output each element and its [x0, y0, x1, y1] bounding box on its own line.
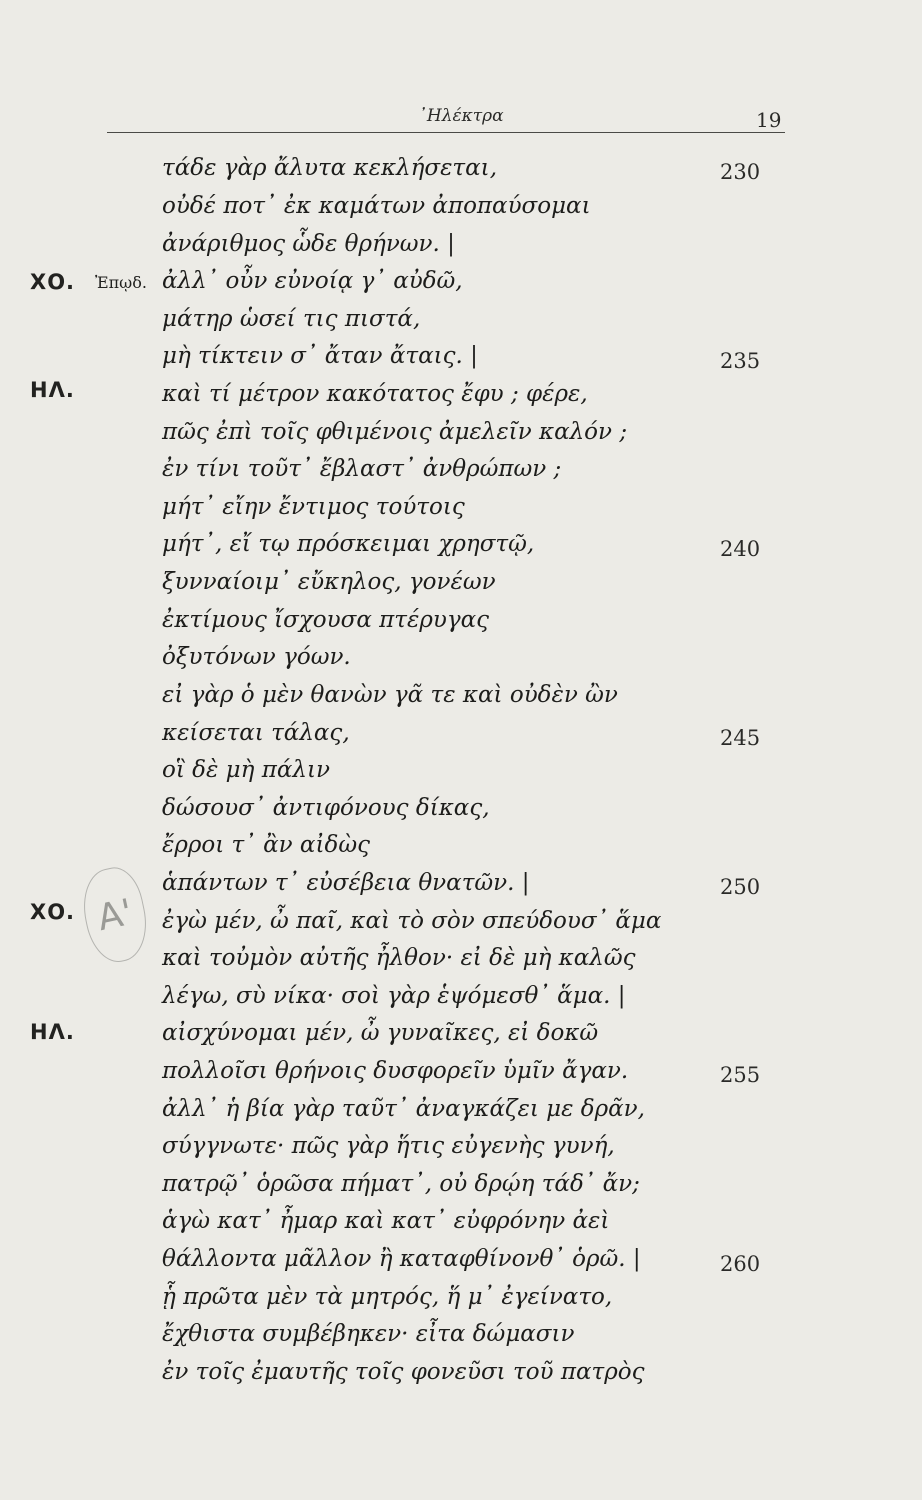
running-title: ᾿Ηλέκτρα: [418, 106, 504, 126]
verse-line: μήτ᾽, εἴ τῳ πρόσκειμαι χρηστῷ,: [162, 531, 535, 557]
verse-line: οἳ δὲ μὴ πάλιν: [162, 757, 330, 783]
line-number: 255: [720, 1063, 761, 1087]
verse-line: μὴ τίκτειν σ᾽ ἄταν ἄταις. |: [162, 343, 478, 369]
verse-line: ἔχθιστα συμβέβηκεν· εἶτα δώμασιν: [162, 1321, 575, 1347]
line-number: 250: [720, 875, 761, 899]
verse-line: ἐκτίμους ἴσχουσα πτέρυγας: [162, 607, 490, 633]
speaker-label: ΧΟ.: [30, 900, 76, 924]
verse-line: εἰ γὰρ ὁ μὲν θανὼν γᾶ τε καὶ οὐδὲν ὢν: [162, 682, 618, 708]
speaker-label: ΧΟ.: [30, 270, 76, 294]
verse-line: ἔρροι τ᾽ ἂν αἰδὼς: [162, 832, 370, 858]
verse-line: ξυνναίοιμ᾽ εὔκηλος, γονέων: [162, 569, 496, 595]
line-number: 230: [720, 160, 761, 184]
verse-line: θάλλοντα μᾶλλον ἢ καταφθίνονθ᾽ ὁρῶ. |: [162, 1246, 641, 1272]
verse-line: τάδε γὰρ ἄλυτα κεκλήσεται,: [162, 155, 498, 181]
verse-line: οὐδέ ποτ᾽ ἐκ καμάτων ἀποπαύσομαι: [162, 193, 591, 219]
verse-line: λέγω, σὺ νίκα· σοὶ γὰρ ἑψόμεσθ᾽ ἅμα. |: [162, 983, 626, 1009]
section-mark: Ἐπῳδ.: [95, 273, 147, 292]
line-number: 240: [720, 537, 761, 561]
verse-line: πῶς ἐπὶ τοῖς φθιμένοις ἀμελεῖν καλόν ;: [162, 419, 628, 445]
verse-line: ἐν τοῖς ἐμαυτῆς τοῖς φονεῦσι τοῦ πατρὸς: [162, 1359, 645, 1385]
verse-line: δώσουσ᾽ ἀντιφόνους δίκας,: [162, 795, 490, 821]
verse-line: καὶ τί μέτρον κακότατος ἔφυ ; φέρε,: [162, 381, 588, 407]
verse-line: ἁγὼ κατ᾽ ἦμαρ καὶ κατ᾽ εὐφρόνην ἀεὶ: [162, 1208, 610, 1234]
speaker-label: ΗΛ.: [30, 378, 75, 402]
speaker-label: ΗΛ.: [30, 1020, 75, 1044]
line-number: 235: [720, 349, 761, 373]
verse-line: πατρῷ᾽ ὁρῶσα πήματ᾽, οὐ δρῴη τάδ᾽ ἄν;: [162, 1171, 640, 1197]
verse-line: πολλοῖσι θρήνοις δυσφορεῖν ὑμῖν ἄγαν.: [162, 1058, 629, 1084]
verse-line: ἁπάντων τ᾽ εὐσέβεια θνατῶν. |: [162, 870, 530, 896]
page-number: 19: [756, 108, 782, 132]
verse-line: μάτηρ ὡσεί τις πιστά,: [162, 306, 421, 332]
line-number: 260: [720, 1252, 761, 1276]
pencil-annotation: A': [76, 863, 154, 967]
line-number: 245: [720, 726, 761, 750]
verse-line: κείσεται τάλας,: [162, 720, 350, 746]
verse-line: καὶ τοὐμὸν αὐτῆς ἦλθον· εἰ δὲ μὴ καλῶς: [162, 945, 636, 971]
verse-line: ὀξυτόνων γόων.: [162, 644, 351, 670]
verse-line: ᾗ πρῶτα μὲν τὰ μητρός, ἥ μ᾽ ἐγείνατο,: [162, 1284, 613, 1310]
verse-line: ἐγὼ μέν, ὦ παῖ, καὶ τὸ σὸν σπεύδουσ᾽ ἅμα: [162, 908, 662, 934]
verse-line: ἀλλ᾽ ἡ βία γὰρ ταῦτ᾽ ἀναγκάζει με δρᾶν,: [162, 1096, 645, 1122]
verse-line: σύγγνωτε· πῶς γὰρ ἥτις εὐγενὴς γυνή,: [162, 1133, 615, 1159]
verse-line: ἐν τίνι τοῦτ᾽ ἔβλαστ᾽ ἀνθρώπων ;: [162, 456, 562, 482]
verse-line: αἰσχύνομαι μέν, ὦ γυναῖκες, εἰ δοκῶ: [162, 1020, 599, 1046]
verse-line: μήτ᾽ εἴην ἔντιμος τούτοις: [162, 494, 465, 520]
verse-line: ἀνάριθμος ὧδε θρήνων. |: [162, 231, 455, 257]
header-rule: [107, 132, 785, 133]
verse-line: ἀλλ᾽ οὖν εὐνοίᾳ γ᾽ αὐδῶ,: [162, 268, 463, 294]
